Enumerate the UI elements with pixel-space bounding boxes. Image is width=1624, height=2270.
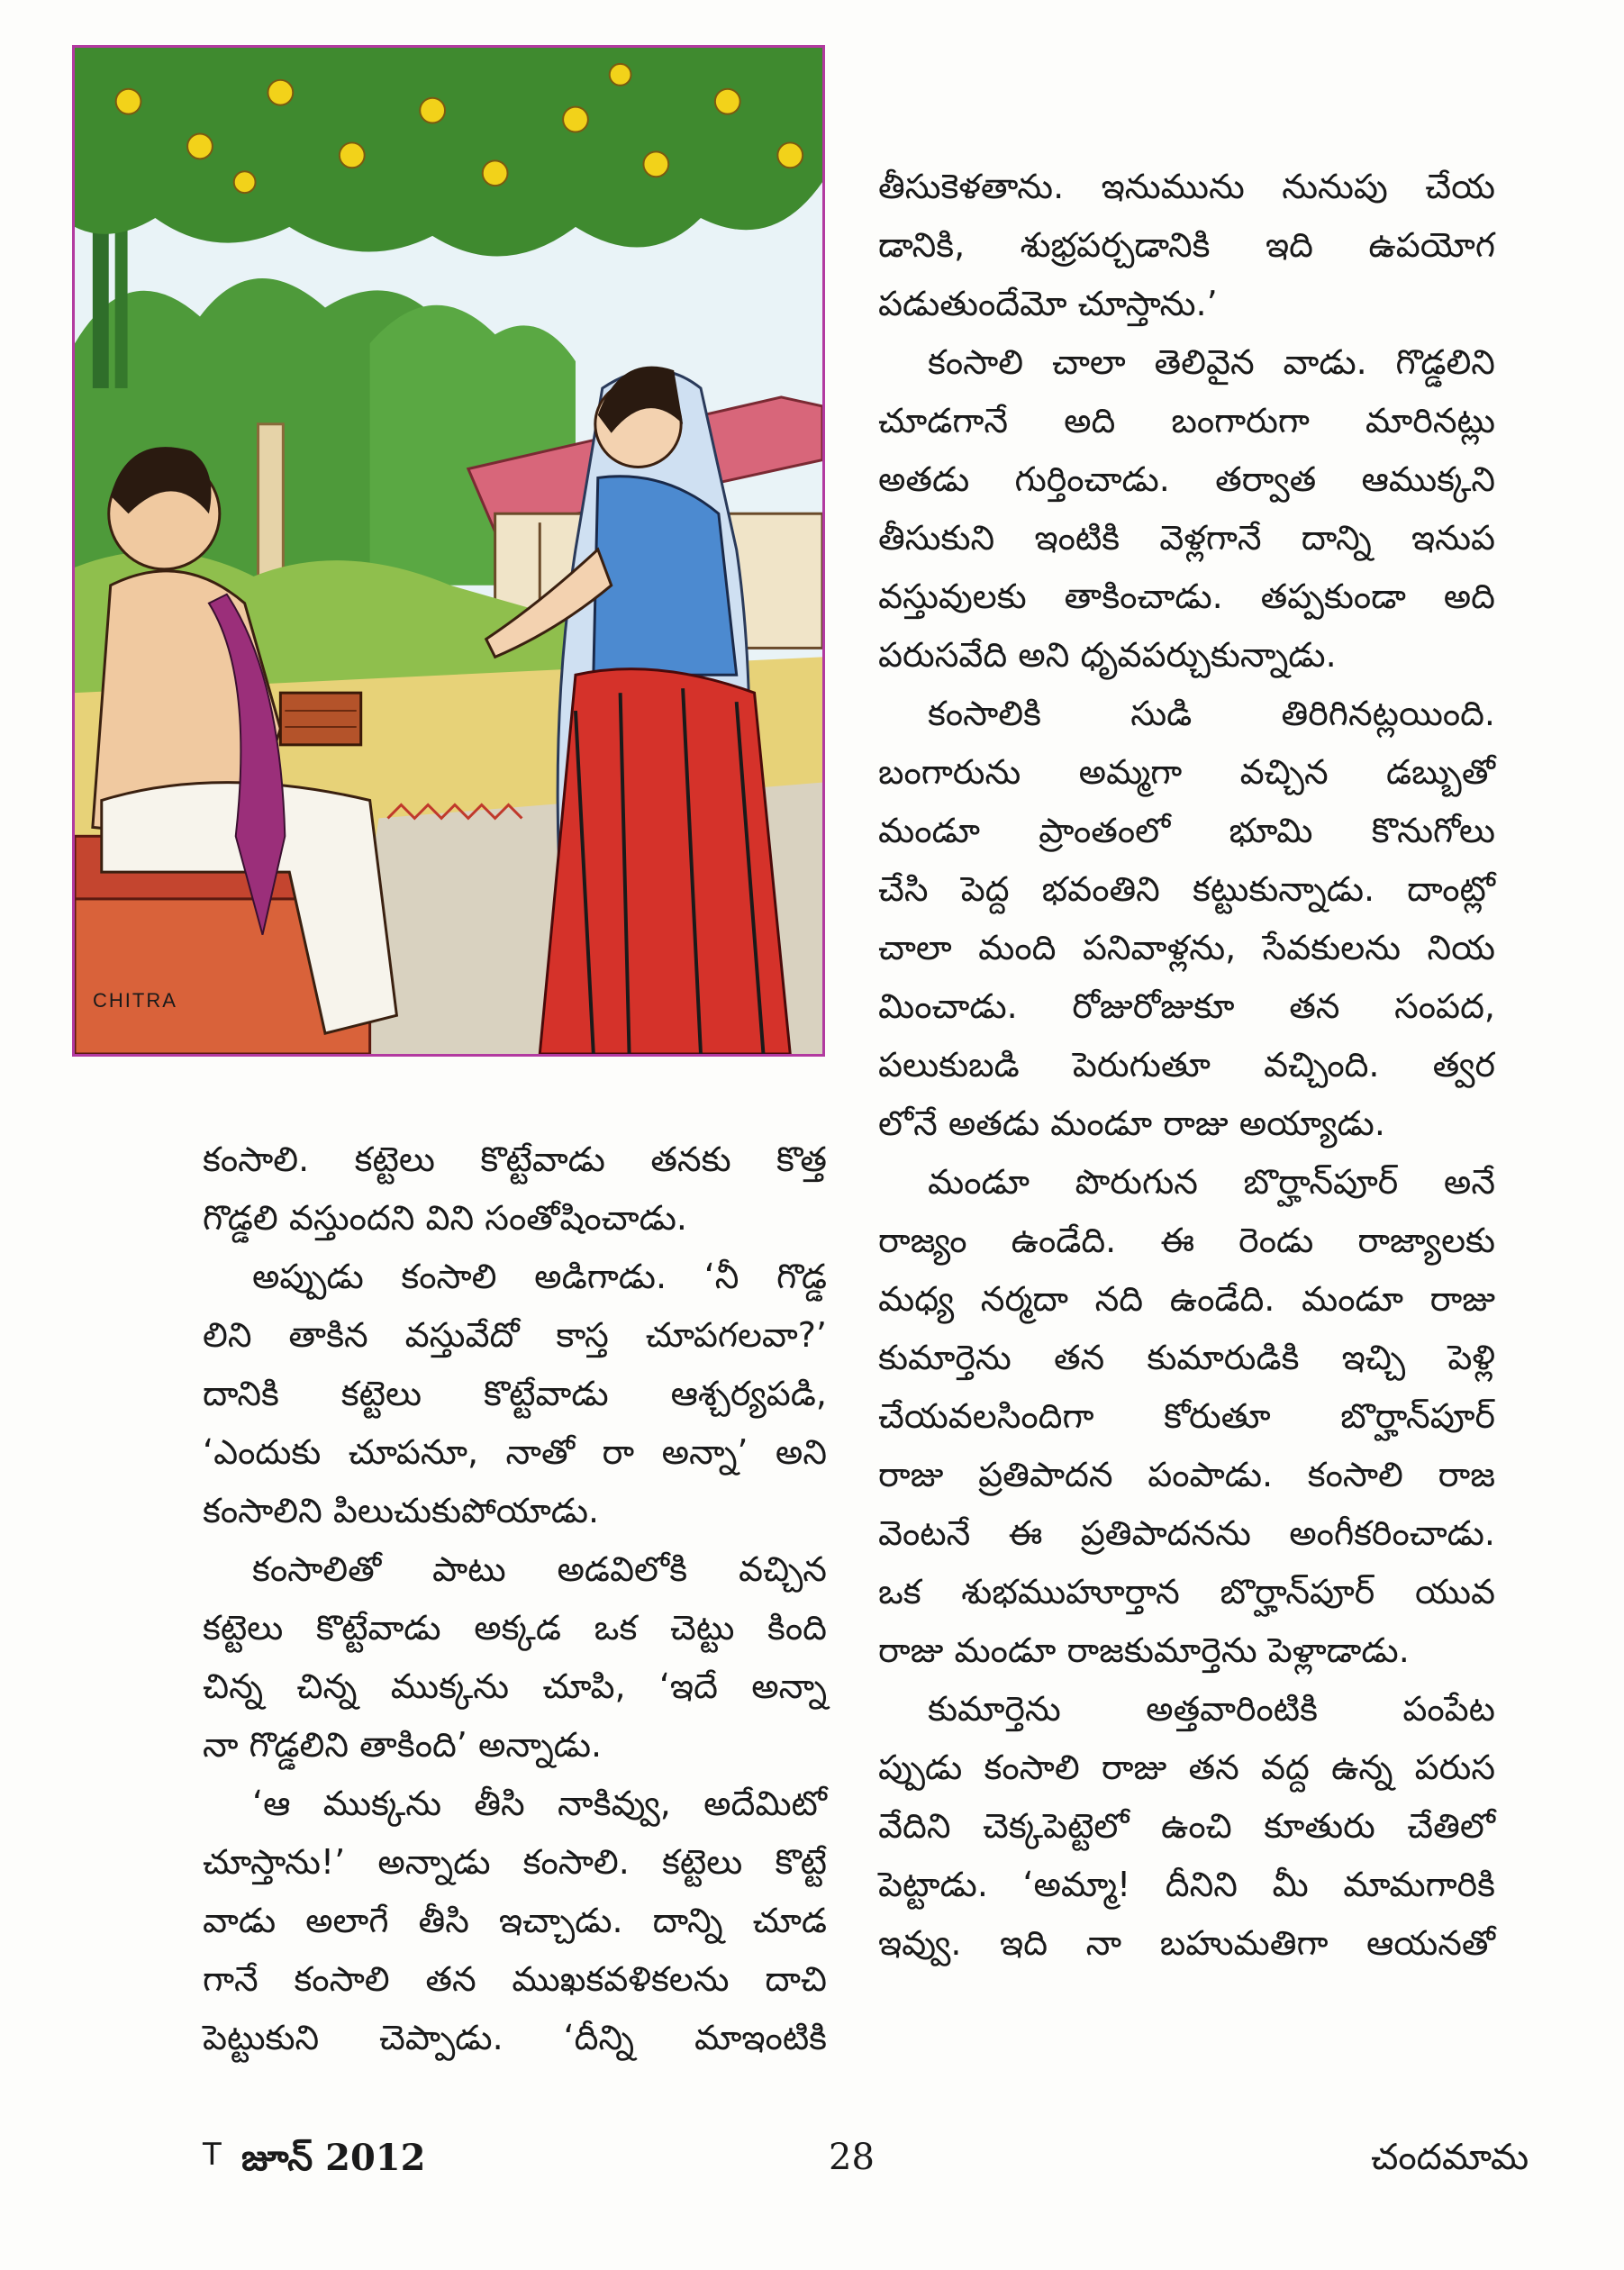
text-line: తీసుకెళతాను. ఇనుమును నునుపు చేయ	[878, 167, 1495, 206]
text-line: తీసుకుని ఇంటికి వెళ్లగానే దాన్ని ఇనుప	[878, 518, 1495, 558]
text-line: గొడ్డలి వస్తుందని విని సంతోషించాడు.	[203, 1198, 687, 1238]
text-line: చాలా మంది పనివాళ్లను, సేవకులను నియ	[878, 928, 1495, 967]
text-line: లోనే అతడు మండూ రాజు అయ్యాడు.	[878, 1103, 1385, 1143]
text-line: కంసాలి చాలా తెలివైన వాడు. గొడ్డలిని	[928, 342, 1495, 382]
text-line: కట్టెలు కొట్టేవాడు అక్కడ ఒక చెట్టు కింది	[203, 1608, 827, 1648]
magazine-name: చందమామ	[1371, 2137, 1529, 2178]
text-line: చూస్తాను!’ అన్నాడు కంసాలి. కట్టెలు కొట్టే	[203, 1842, 827, 1882]
paragraph	[878, 333, 1495, 685]
text-line: చిన్న చిన్న ముక్కను చూపి, ‘ఇదే అన్నా	[203, 1666, 827, 1706]
paragraph	[878, 1680, 1495, 1973]
text-line: కంసాలి. కట్టెలు కొట్టేవాడు తనకు కొత్త	[203, 1140, 827, 1179]
text-line: కంసాలిని పిలుచుకుపోయాడు.	[203, 1491, 600, 1530]
text-line: మండూ పొరుగున బొర్హాన్‌పూర్ అనే	[928, 1162, 1495, 1202]
paragraph	[203, 1130, 827, 1248]
text-line: ఒక శుభముహూర్తాన బొర్హాన్‌పూర్ యువ	[878, 1572, 1495, 1612]
paragraph	[878, 685, 1495, 1153]
text-line: పరుసవేది అని ధృవపర్చుకున్నాడు.	[878, 635, 1337, 675]
text-line: పడుతుందేమో చూస్తాను.’	[878, 284, 1218, 323]
text-line: మధ్య నర్మదా నది ఉండేది. మండూ రాజు	[878, 1279, 1495, 1319]
text-line: ఇవ్వు. ఇది నా బహుమతిగా ఆయనతో	[878, 1923, 1495, 1963]
paragraph	[878, 158, 1495, 333]
text-line: లిని తాకిన వస్తువేదో కాస్త చూపగలవా?’	[203, 1315, 827, 1355]
page-number: 28	[829, 2137, 875, 2178]
artist-signature: CHITRA	[93, 989, 177, 1012]
left-text-column	[203, 1130, 827, 2067]
text-line: బంగారును అమ్మగా వచ్చిన డబ్బుతో	[878, 752, 1495, 792]
text-line: పెట్టుకుని చెప్పాడు. ‘దీన్ని మాఇంటికి	[203, 2018, 827, 2057]
text-line: పెట్టాడు. ‘అమ్మా! దీనిని మీ మామగారికి	[878, 1865, 1495, 1904]
text-line: డానికి, శుభ్రపర్చడానికి ఇది ఉపయోగ	[878, 225, 1495, 265]
text-line: రాజు మండూ రాజకుమార్తెను పెళ్లాడాడు.	[878, 1630, 1410, 1670]
text-line: మించాడు. రోజురోజుకూ తన సంపద,	[878, 986, 1495, 1026]
text-line: ప్పుడు కంసాలి రాజు తన వద్ద ఉన్న పరుస	[878, 1748, 1495, 1787]
text-line: కుమార్తెను అత్తవారింటికి పంపేట	[928, 1689, 1495, 1729]
text-line: చేయవలసిందిగా కోరుతూ బొర్హాన్‌పూర్	[878, 1396, 1495, 1436]
text-line: వస్తువులకు తాకించాడు. తప్పకుండా అది	[878, 577, 1495, 616]
text-line: పలుకుబడి పెరుగుతూ వచ్చింది. త్వర	[878, 1045, 1495, 1085]
text-line: వెంటనే ఈ ప్రతిపాదనను అంగీకరించాడు.	[878, 1513, 1495, 1553]
text-line: కంసాలికి సుడి తిరిగినట్లయింది.	[928, 694, 1495, 733]
text-line: మండూ ప్రాంతంలో భూమి కొనుగోలు	[878, 811, 1495, 850]
text-line: వాడు అలాగే తీసి ఇచ్చాడు. దాన్ని చూడ	[203, 1901, 827, 1940]
story-illustration	[72, 45, 825, 1057]
text-line: చూడగానే అది బంగారుగా మారినట్లు	[878, 401, 1495, 440]
paragraph	[203, 1540, 827, 1775]
text-line: రాజ్యం ఉండేది. ఈ రెండు రాజ్యాలకు	[878, 1221, 1495, 1260]
text-line: కుమార్తెను తన కుమారుడికి ఇచ్చి పెళ్లి	[878, 1338, 1495, 1377]
text-line: కంసాలితో పాటు అడవిలోకి వచ్చిన	[252, 1549, 827, 1589]
text-line: ‘ఎందుకు చూపనూ, నాతో రా అన్నా’ అని	[203, 1432, 827, 1472]
footer-mark: T	[203, 2137, 222, 2173]
paragraph	[203, 1248, 827, 1540]
text-line: రాజు ప్రతిపాదన పంపాడు. కంసాలి రాజ	[878, 1455, 1495, 1494]
footer-issue-date: జూన్ 2012	[241, 2137, 426, 2179]
illustration-art	[75, 48, 822, 1054]
text-line: గానే కంసాలి తన ముఖకవళికలను దాచి	[203, 1959, 827, 1999]
text-line: నా గొడ్డలిని తాకింది’ అన్నాడు.	[203, 1725, 603, 1765]
text-line: అతడు గుర్తించాడు. తర్వాత ఆముక్కని	[878, 459, 1495, 499]
text-line: చేసి పెద్ద భవంతిని కట్టుకున్నాడు. దాంట్లో	[878, 869, 1495, 909]
text-line: వేదిని చెక్కపెట్టెలో ఉంచి కూతురు చేతిలో	[878, 1806, 1495, 1846]
text-line: ‘ఆ ముక్కను తీసి నాకివ్వు, అదేమిటో	[252, 1784, 827, 1823]
text-line: దానికి కట్టెలు కొట్టేవాడు ఆశ్చర్యపడి,	[203, 1374, 827, 1413]
paragraph	[203, 1775, 827, 2067]
right-text-column	[878, 158, 1495, 1973]
paragraph	[878, 1153, 1495, 1680]
text-line: అప్పుడు కంసాలి అడిగాడు. ‘నీ గొడ్డ	[252, 1257, 827, 1296]
